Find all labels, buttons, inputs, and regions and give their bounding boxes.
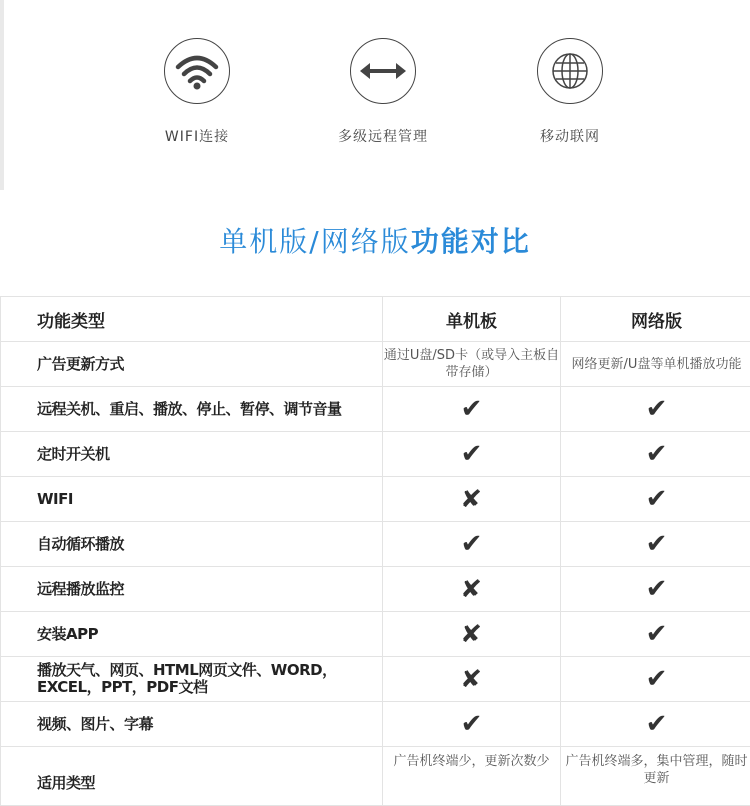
standalone-value: 广告机终端少，更新次数少 — [383, 747, 561, 806]
network-value: 网络更新/U盘等单机播放功能 — [561, 342, 750, 387]
double-arrow-icon — [350, 38, 416, 104]
page-title — [0, 220, 750, 260]
cross-icon: ✘ — [460, 666, 482, 692]
check-icon: ✔ — [461, 396, 483, 422]
feature-wifi — [117, 38, 277, 146]
check-icon: ✔ — [646, 666, 668, 692]
table-row — [1, 342, 750, 387]
comparison-table — [0, 296, 750, 806]
check-icon: ✔ — [646, 441, 668, 467]
check-icon: ✔ — [646, 711, 668, 737]
check-icon: ✔ — [461, 531, 483, 557]
table-row — [1, 432, 750, 477]
table-row — [1, 747, 750, 806]
row-name: 广告更新方式 — [1, 342, 383, 387]
row-name: 播放天气、网页、HTML网页文件、WORD，EXCEL，PPT，PDF文档 — [1, 657, 383, 702]
feature-mobile-network — [490, 38, 650, 146]
row-name: 远程关机、重启、播放、停止、暂停、调节音量 — [1, 387, 383, 432]
globe-icon — [537, 38, 603, 104]
title-regular: 单机版/网络版 — [219, 225, 410, 258]
table-row — [1, 657, 750, 702]
row-name: WIFI — [1, 477, 383, 522]
row-name: 定时开关机 — [1, 432, 383, 477]
header-feature-type: 功能类型 — [1, 297, 383, 342]
row-name: 视频、图片、字幕 — [1, 702, 383, 747]
table-row — [1, 477, 750, 522]
check-icon: ✔ — [461, 711, 483, 737]
feature-wifi-label: WIFI连接 — [117, 126, 277, 146]
table-row — [1, 387, 750, 432]
check-icon: ✔ — [646, 486, 668, 512]
table-row — [1, 612, 750, 657]
cross-icon: ✘ — [460, 576, 482, 602]
check-icon: ✔ — [646, 576, 668, 602]
feature-remote-management — [303, 38, 463, 146]
row-name: 自动循环播放 — [1, 522, 383, 567]
cross-icon: ✘ — [460, 486, 482, 512]
row-name: 安装APP — [1, 612, 383, 657]
check-icon: ✔ — [646, 621, 668, 647]
cross-icon: ✘ — [460, 621, 482, 647]
header-standalone: 单机板 — [383, 297, 561, 342]
feature-mobile-label: 移动联网 — [490, 126, 650, 146]
row-name: 适用类型 — [1, 747, 383, 806]
table-row — [1, 567, 750, 612]
standalone-value: 通过U盘/SD卡（或导入主板自带存储） — [383, 342, 561, 387]
header-network: 网络版 — [561, 297, 750, 342]
check-icon: ✔ — [646, 396, 668, 422]
row-name: 远程播放监控 — [1, 567, 383, 612]
feature-icons-section — [0, 0, 750, 190]
table-row — [1, 702, 750, 747]
wifi-icon — [164, 38, 230, 104]
table-row — [1, 522, 750, 567]
table-header-row — [1, 297, 750, 342]
check-icon: ✔ — [646, 531, 668, 557]
network-value: 广告机终端多，集中管理，随时更新 — [561, 747, 750, 806]
title-bold: 功能对比 — [411, 225, 531, 258]
check-icon: ✔ — [461, 441, 483, 467]
feature-remote-label: 多级远程管理 — [303, 126, 463, 146]
